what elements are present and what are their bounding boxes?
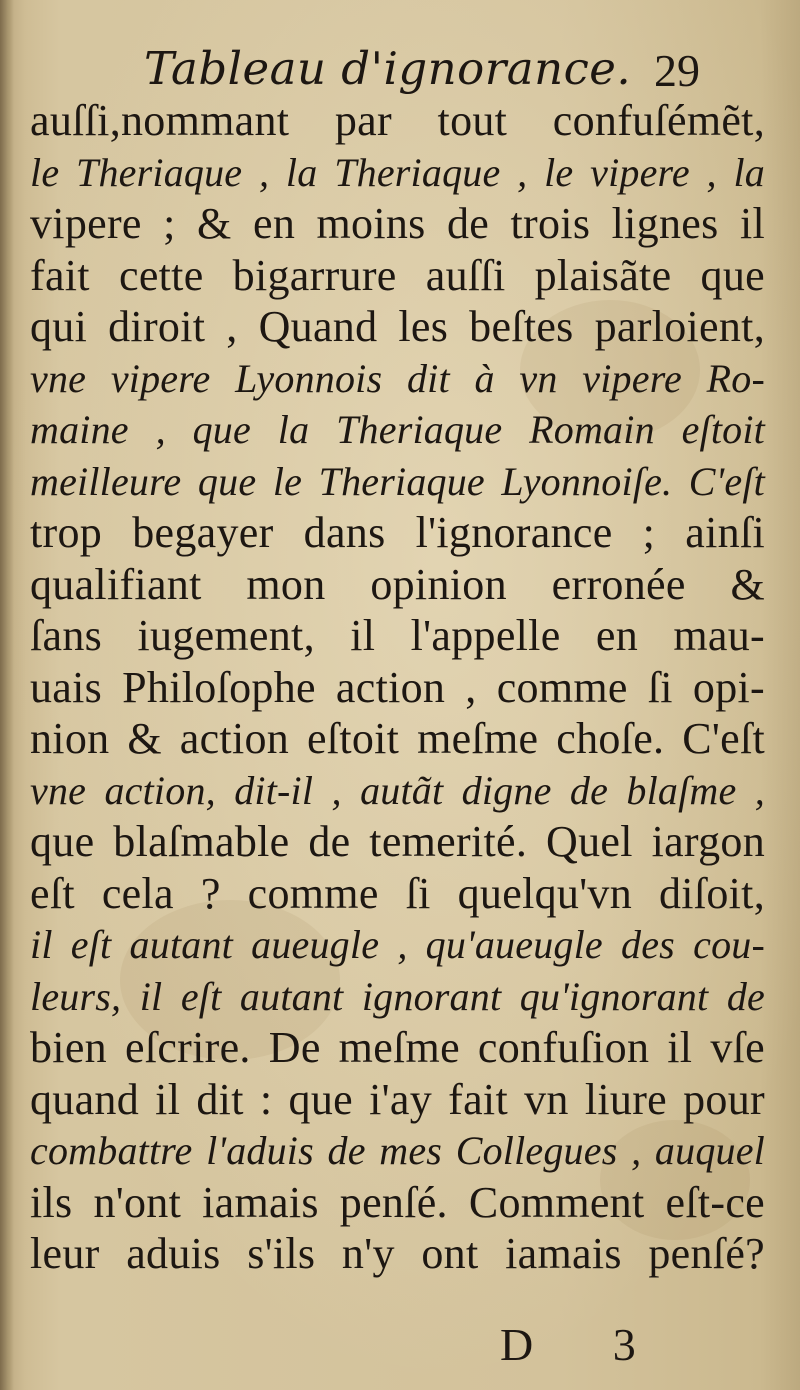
text-line: qui diroit , Quand les beſtes parloient, bbox=[30, 302, 765, 351]
text-line: meilleure que le Theriaque Lyonnoiſe. C'eſt bbox=[30, 458, 765, 504]
text-line: vne action, dit-il , autãt digne de blaſme , bbox=[30, 767, 765, 813]
page-spine-shadow bbox=[0, 0, 14, 1390]
text-line: il eſt autant aueugle , qu'aueugle des cou- bbox=[30, 922, 765, 967]
text-line: combattre l'aduis de mes Collegues , auquel bbox=[30, 1128, 765, 1173]
text-line: ils n'ont iamais penſé. Comment eſt-ce bbox=[30, 1177, 765, 1227]
text-line: vne vipere Lyonnois dit à vn vipere Ro- bbox=[30, 355, 765, 401]
text-line: leur aduis s'ils n'y ont iamais penſé? bbox=[30, 1229, 765, 1278]
text-line: le Theriaque , la Theriaque , le vipere , la bbox=[30, 149, 765, 195]
text-line: fait cette bigarrure auſſi plaisãte que bbox=[30, 250, 765, 300]
text-line: maine , que la Theriaque Romain eſtoit bbox=[30, 407, 765, 452]
text-line: leurs, il eſt autant ignorant qu'ignorant de bbox=[30, 973, 765, 1019]
running-head: Tableau d'ignorance. bbox=[144, 42, 632, 95]
text-line: bien eſcrire. De meſme confuſion il vſe bbox=[30, 1023, 765, 1072]
page-footer bbox=[0, 1318, 800, 1378]
text-line: uais Philoſophe action , comme ſi opi- bbox=[30, 662, 765, 712]
text-line: nion & action eſtoit meſme choſe. C'eſt bbox=[30, 714, 765, 763]
text-line: eſt cela ? comme ſi quelqu'vn diſoit, bbox=[30, 868, 765, 918]
text-line: vipere ; & en moins de trois lignes il bbox=[30, 199, 765, 248]
text-line: qualifiant mon opinion erronée & bbox=[30, 559, 765, 609]
text-line: trop begayer dans l'ignorance ; ainſi bbox=[30, 508, 765, 557]
text-line: auſſi,nommant par tout confuſémẽt, bbox=[30, 96, 765, 145]
text-line: ſans iugement, il l'appelle en mau- bbox=[30, 611, 765, 660]
body-text bbox=[30, 95, 765, 1280]
text-line: que blaſmable de temerité. Quel iargon bbox=[30, 817, 765, 866]
signature-mark: D 3 bbox=[500, 1319, 670, 1370]
page-header bbox=[0, 34, 800, 104]
page-number: 29 bbox=[654, 45, 700, 96]
text-line: quand il dit : que i'ay fait vn liure pour bbox=[30, 1074, 765, 1124]
